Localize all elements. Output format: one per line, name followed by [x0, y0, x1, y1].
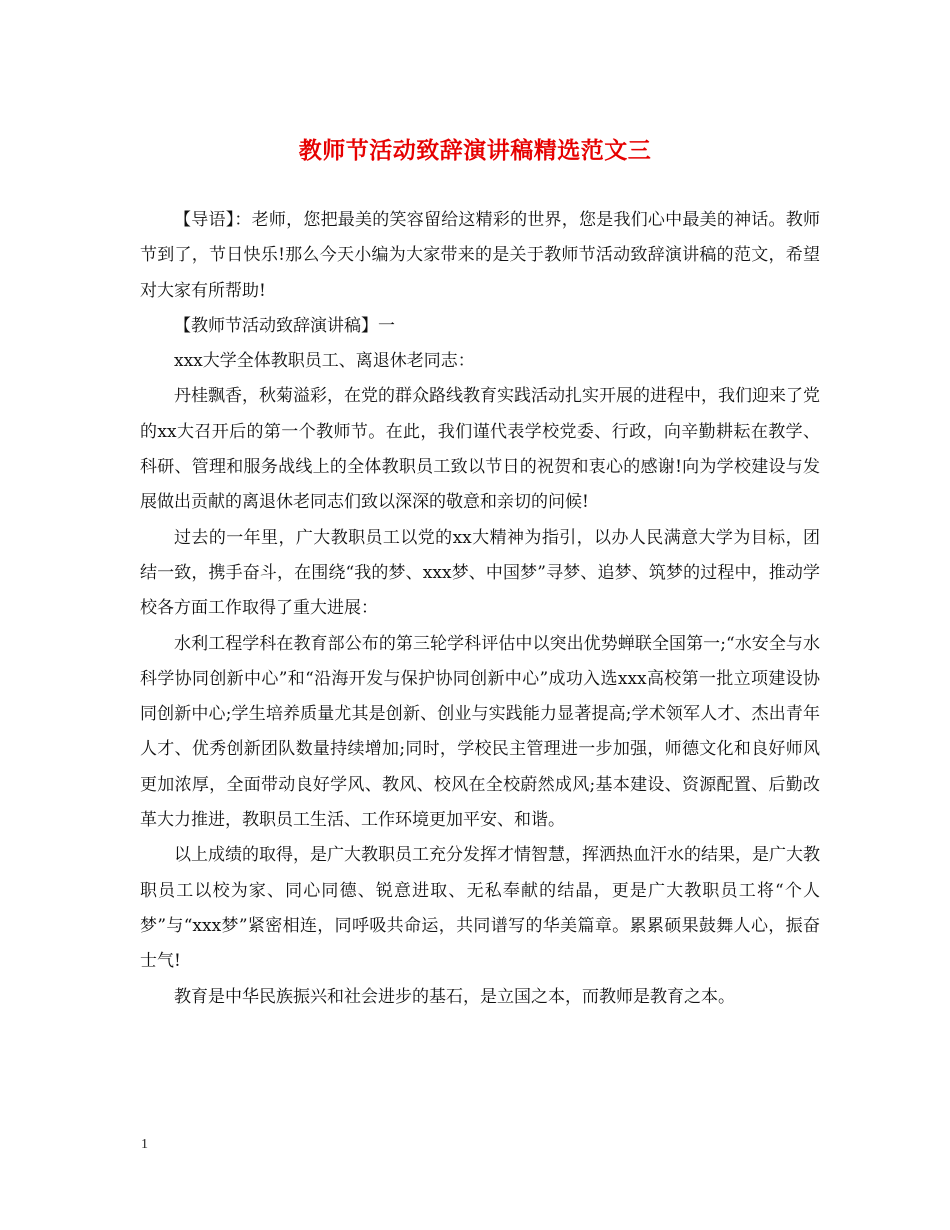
- document-title: 教师节活动致辞演讲稿精选范文三: [298, 137, 652, 164]
- document-body: [140, 203, 820, 1015]
- paragraph-body: 丹桂飘香，秋菊溢彩，在党的群众路线教育实践活动扎实开展的进程中，我们迎来了党的xx大召开后的第一个教师节。在此，我们谨代表学校党委、行政，向辛勤耕耘在教学、科研、管理和服务战线上的全体教职员工致以节日的祝贺和衷心的感谢!向为学校建设与发展做出贡献的离退休老同志们致以深深的敬意和亲切的问候!: [140, 386, 820, 513]
- paragraph-salutation: xxx大学全体教职员工、离退休老同志：: [174, 351, 475, 372]
- paragraph-body: 水利工程学科在教育部公布的第三轮学科评估中以突出优势蝉联全国第一;“水安全与水科学协同创新中心”和“沿海开发与保护协同创新中心”成功入选xxx高校第一批立项建设协同创新中心;学生培养质量尤其是创新、创业与实践能力显著提高;学术领军人才、杰出青年人才、优秀创新团队数量持续增加;同时，学校民主管理进一步加强，师德文化和良好师风更加浓厚，全面带动良好学风、教风、校风在全校蔚然成风;基本建设、资源配置、后勤改革大力推进，教职员工生活、工作环境更加平安、和谐。: [140, 633, 820, 831]
- page-number: 1: [141, 1137, 148, 1152]
- paragraph-body: 过去的一年里，广大教职员工以党的xx大精神为指引，以办人民满意大学为目标，团结一致，携手奋斗，在围绕“我的梦、xxx梦、中国梦”寻梦、追梦、筑梦的过程中，推动学校各方面工作取得了重大进展：: [140, 527, 820, 619]
- paragraph-heading: 【教师节活动致辞演讲稿】一: [174, 315, 395, 336]
- paragraph-body: 以上成绩的取得，是广大教职员工充分发挥才情智慧，挥洒热血汗水的结果，是广大教职员工以校为家、同心同德、锐意进取、无私奉献的结晶，更是广大教职员工将“个人梦”与“xxx梦”紧密相连，同呼吸共命运，共同谱写的华美篇章。累累硕果鼓舞人心，振奋士气!: [140, 845, 820, 972]
- paragraph-body: 教育是中华民族振兴和社会进步的基石，是立国之本，而教师是教育之本。: [174, 986, 735, 1007]
- paragraph-intro: 【导语】：老师，您把最美的笑容留给这精彩的世界，您是我们心中最美的神话。教师节到了，节日快乐!那么今天小编为大家带来的是关于教师节活动致辞演讲稿的范文，希望对大家有所帮助!: [140, 210, 820, 301]
